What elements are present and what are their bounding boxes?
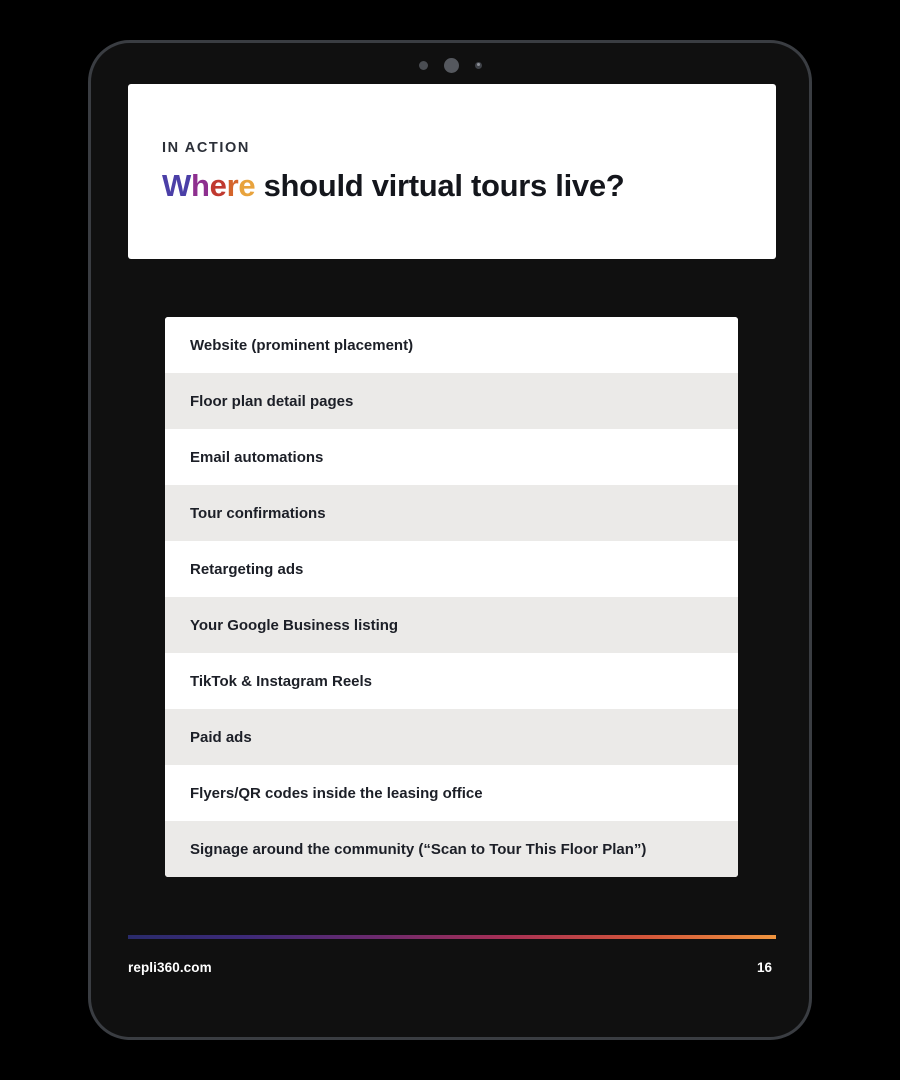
list-item[interactable] xyxy=(165,317,738,373)
headline-letter-e2: e xyxy=(238,167,256,203)
list-item-label: Floor plan detail pages xyxy=(190,392,354,410)
list-item[interactable] xyxy=(165,821,738,877)
slide-header-card xyxy=(128,84,776,259)
page-title xyxy=(162,168,742,204)
list-item-label: TikTok & Instagram Reels xyxy=(190,672,373,690)
headline-rest: should virtual tours live? xyxy=(255,167,625,203)
list-item-label: Your Google Business listing xyxy=(190,616,399,634)
footer-site-label: repli360.com xyxy=(128,960,212,975)
list-item[interactable] xyxy=(165,597,738,653)
list-item[interactable] xyxy=(165,373,738,429)
list-item[interactable] xyxy=(165,653,738,709)
list-item-label: Signage around the community (“Scan to Tour This Floor Plan”) xyxy=(190,840,647,858)
list-item-label: Flyers/QR codes inside the leasing office xyxy=(190,784,483,802)
list-item[interactable] xyxy=(165,429,738,485)
list-item-label: Website (prominent placement) xyxy=(190,336,414,354)
list-item[interactable] xyxy=(165,485,738,541)
list-item-label: Tour confirmations xyxy=(190,504,326,522)
headline-letter-w: W xyxy=(162,167,191,203)
list-item-label: Email automations xyxy=(190,448,324,466)
list-item[interactable] xyxy=(165,765,738,821)
list-item[interactable] xyxy=(165,541,738,597)
headline-letter-h: h xyxy=(190,167,210,203)
tablet-device-frame xyxy=(88,40,812,1040)
footer-gradient-divider xyxy=(128,935,776,939)
headline-letter-e: e xyxy=(209,167,227,203)
footer-page-number: 16 xyxy=(756,960,772,975)
slide-content xyxy=(91,43,809,1037)
placement-list xyxy=(165,317,738,877)
headline-letter-r: r xyxy=(226,167,239,203)
list-item-label: Retargeting ads xyxy=(190,560,304,578)
list-item[interactable] xyxy=(165,709,738,765)
list-item-label: Paid ads xyxy=(190,728,252,746)
slide-eyebrow: IN ACTION xyxy=(162,139,250,156)
